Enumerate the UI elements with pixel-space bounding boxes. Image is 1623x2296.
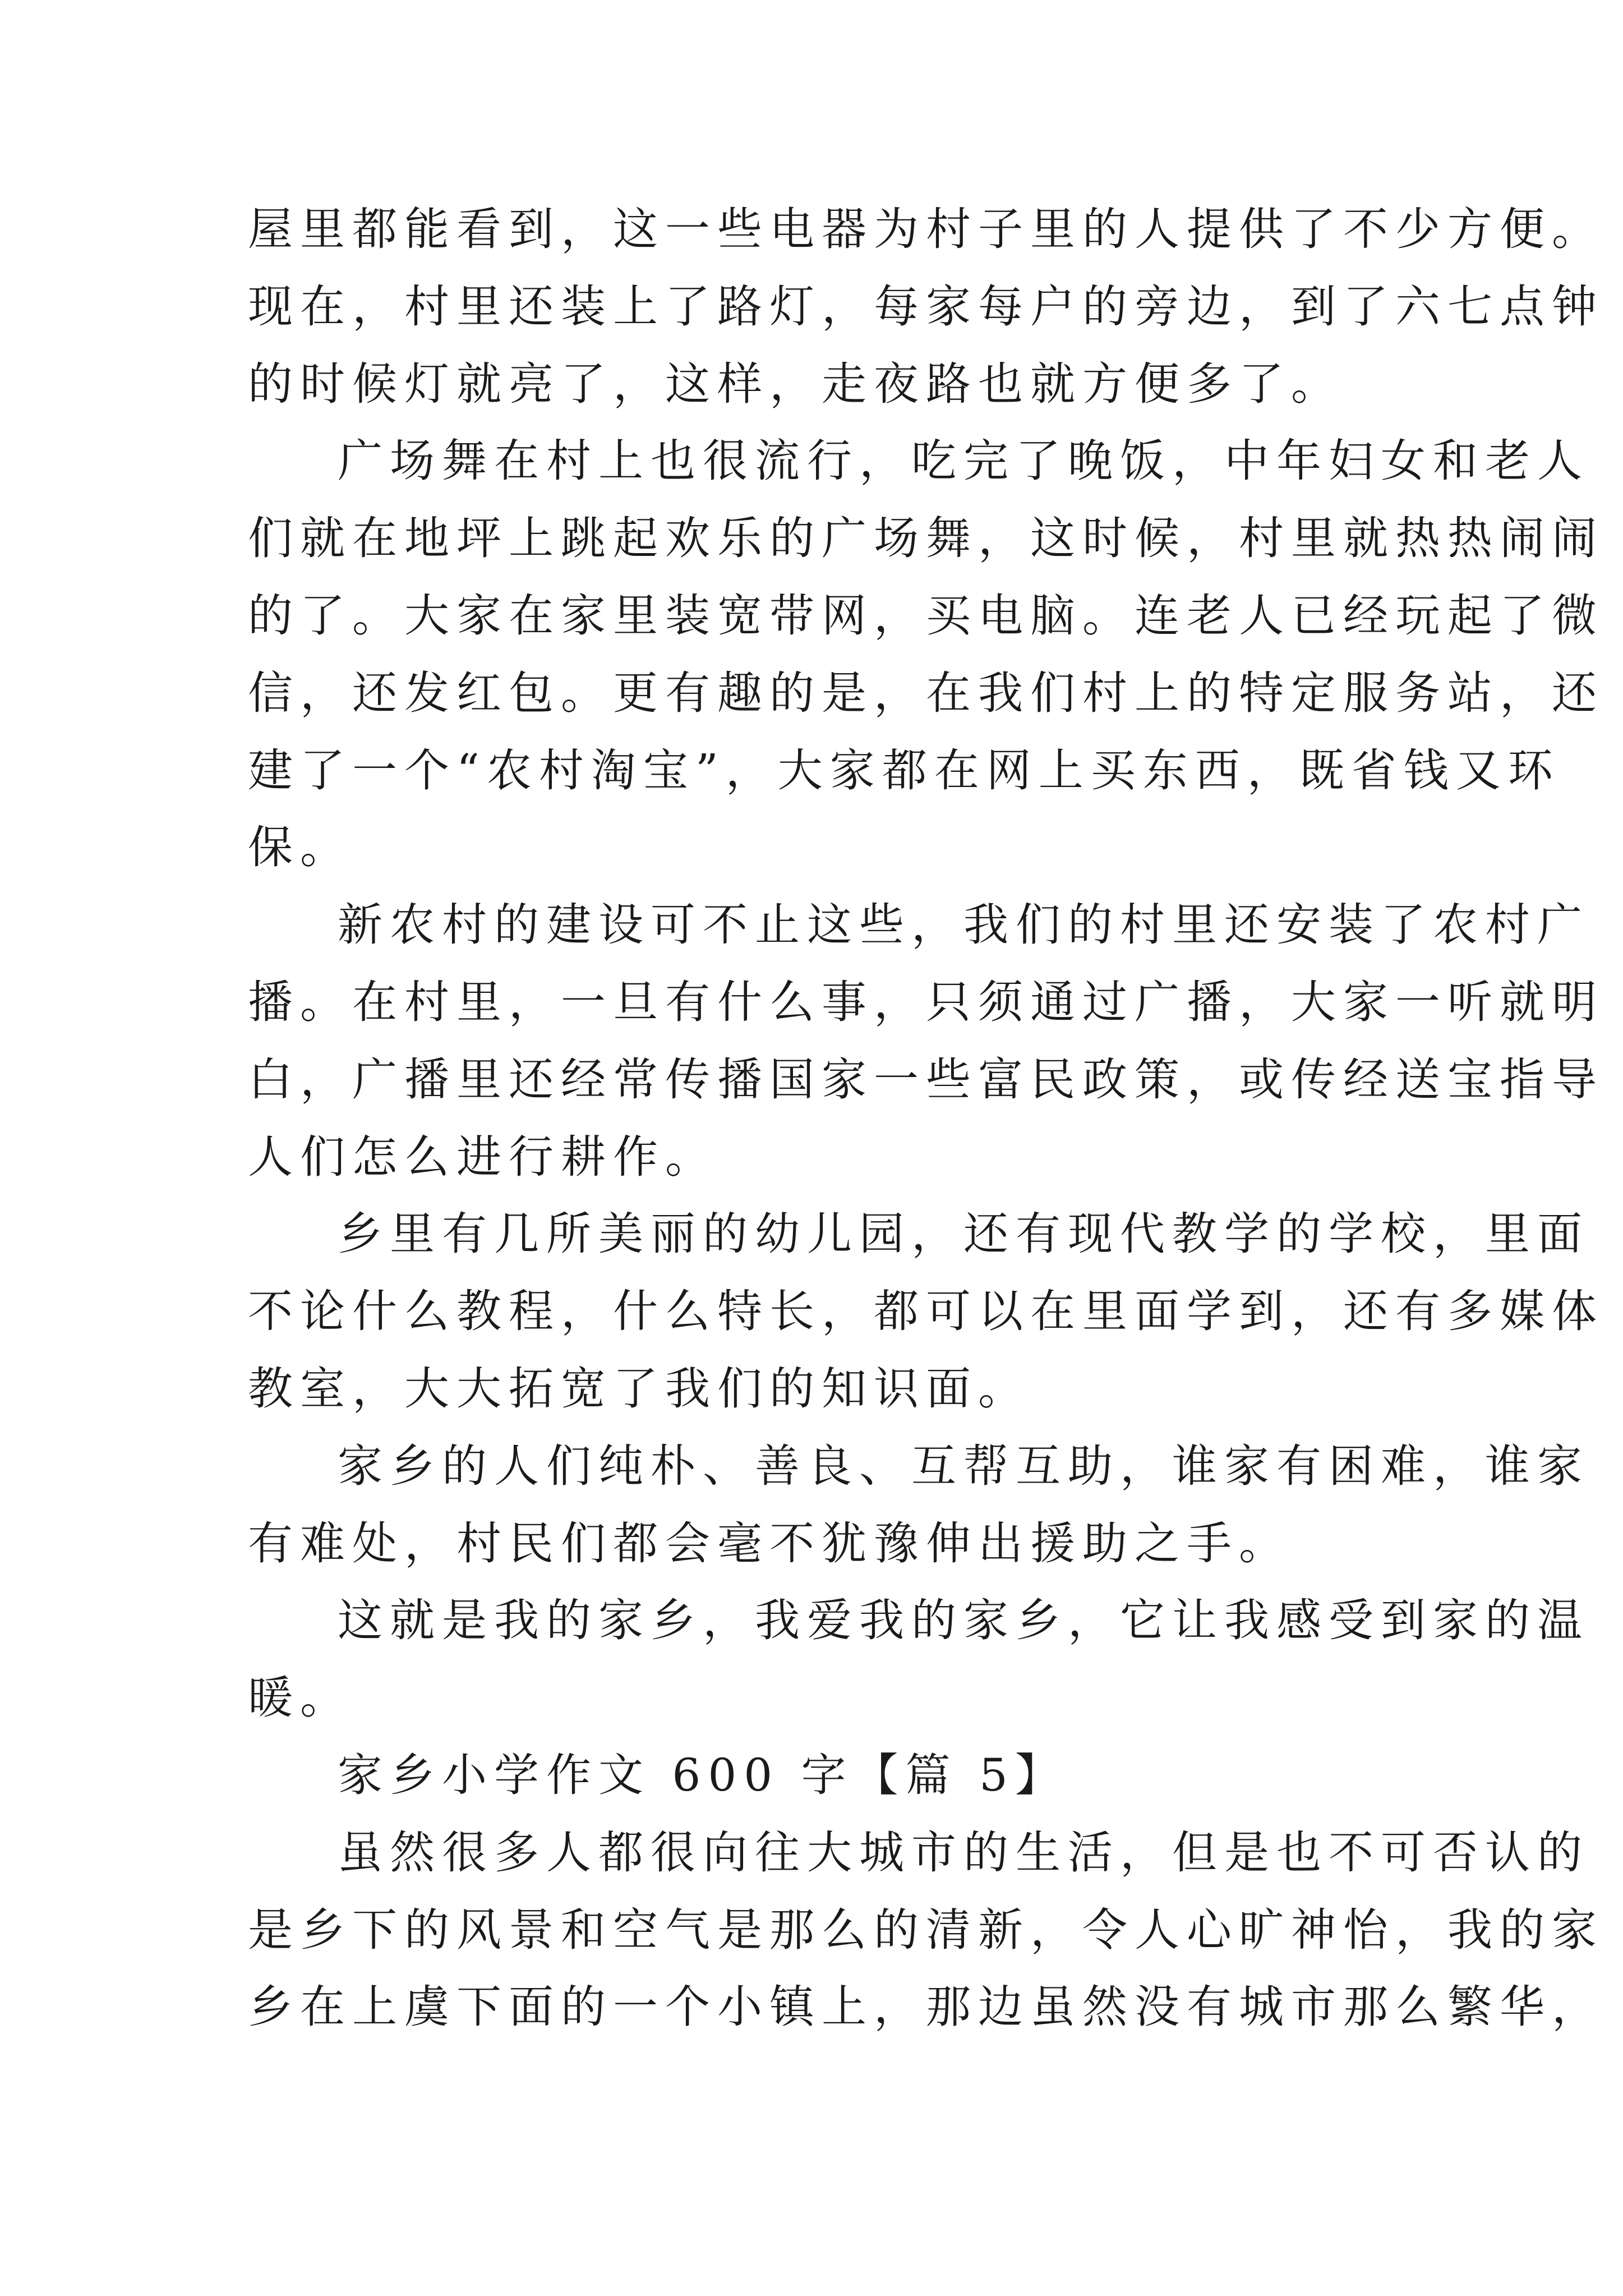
text-line: 是乡下的风景和空气是那么的清新，令人心旷神怡，我的家 bbox=[248, 1903, 1604, 1956]
text-line: 不论什么教程，什么特长，都可以在里面学到，还有多媒体 bbox=[248, 1285, 1604, 1338]
text-line: 白，广播里还经常传播国家一些富民政策，或传经送宝指导 bbox=[248, 1053, 1604, 1106]
text-line: 们就在地坪上跳起欢乐的广场舞，这时候，村里就热热闹闹 bbox=[248, 512, 1604, 565]
section-heading: 家乡小学作文 600 字【篇 5】 bbox=[338, 1749, 1067, 1801]
text-line: 教室，大大拓宽了我们的知识面。 bbox=[248, 1362, 1030, 1415]
paragraph-start-line: 乡里有几所美丽的幼儿园，还有现代教学的学校，里面 bbox=[338, 1208, 1589, 1260]
text-line: 的时候灯就亮了，这样，走夜路也就方便多了。 bbox=[248, 357, 1343, 410]
text-line: 现在，村里还装上了路灯，每家每户的旁边，到了六七点钟 bbox=[248, 280, 1604, 333]
text-line: 保。 bbox=[248, 821, 352, 874]
body-text bbox=[248, 191, 1604, 2046]
paragraph-start-line: 广场舞在村上也很流行，吃完了晚饭，中年妇女和老人 bbox=[338, 435, 1589, 487]
text-line: 暖。 bbox=[248, 1672, 352, 1724]
paragraph-start-line: 这就是我的家乡，我爱我的家乡，它让我感受到家的温 bbox=[338, 1594, 1589, 1647]
text-line: 建了一个“农村淘宝”，大家都在网上买东西，既省钱又环 bbox=[248, 744, 1560, 797]
text-line: 信，还发红包。更有趣的是，在我们村上的特定服务站，还 bbox=[248, 666, 1604, 719]
text-line: 的了。大家在家里装宽带网，买电脑。连老人已经玩起了微 bbox=[248, 589, 1604, 642]
text-line: 乡在上虞下面的一个小镇上，那边虽然没有城市那么繁华， bbox=[248, 1981, 1604, 2033]
text-line: 有难处，村民们都会毫不犹豫伸出援助之手。 bbox=[248, 1517, 1291, 1570]
paragraph-start-line: 新农村的建设可不止这些，我们的村里还安装了农村广 bbox=[338, 899, 1589, 951]
text-line: 播。在村里，一旦有什么事，只须通过广播，大家一听就明 bbox=[248, 976, 1604, 1028]
paragraph-start-line: 家乡的人们纯朴、善良、互帮互助，谁家有困难，谁家 bbox=[338, 1439, 1589, 1492]
paragraph-start-line: 虽然很多人都很向往大城市的生活，但是也不可否认的 bbox=[338, 1826, 1589, 1879]
text-line: 屋里都能看到，这一些电器为村子里的人提供了不少方便。 bbox=[248, 203, 1604, 255]
text-line: 人们怎么进行耕作。 bbox=[248, 1130, 717, 1183]
